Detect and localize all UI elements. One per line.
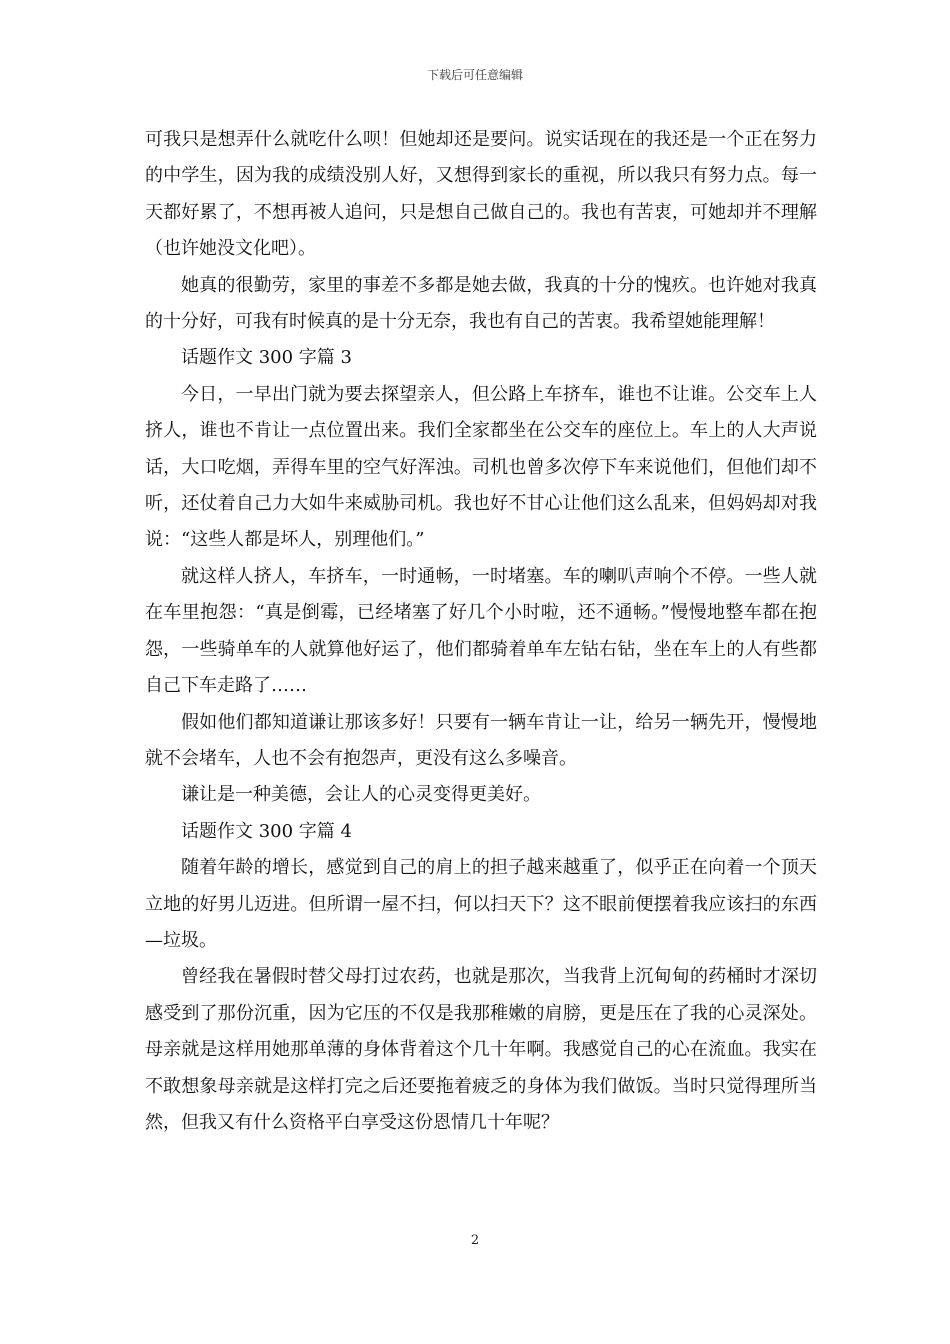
paragraph: 假如他们都知道谦让那该多好！只要有一辆车肯让一让，给另一辆先开，慢慢地就不会堵车，人也不会有抱怨声，更没有这么多噪音。: [145, 711, 817, 769]
paragraph: 随着年龄的增长，感觉到自己的肩上的担子越来越重了，似乎正在向着一个顶天立地的好男儿迈进。但所谓一屋不扫，何以扫天下？这不眼前便摆着我应该扫的东西—垃圾。: [145, 857, 817, 951]
page-header: 下载后可任意编辑: [426, 68, 523, 82]
paragraph: 曾经我在暑假时替父母打过农药，也就是那次，当我背上沉甸甸的药桶时才深切感受到了那份沉重，因为它压的不仅是我那稚嫩的肩膀，更是压在了我的心灵深处。母亲就是这样用她那单薄的身体背着这个几十年啊。我感觉自己的心在流血。我实在不敢想象母亲就是这样打完之后还要拖着疲乏的身体为我们做饭。当时只觉得理所当然，但我又有什么资格平白享受这份恩情几十年呢？: [145, 966, 817, 1133]
paragraph: 今日，一早出门就为要去探望亲人，但公路上车挤车，谁也不让谁。公交车上人挤人，谁也不肯让一点位置出来。我们全家都坐在公交车的座位上。车上的人大声说话，大口吃烟，弄得车里的空气好浑浊。司机也曾多次停下车来说他们，但他们却不听，还仗着自己力大如牛来威胁司机。我也好不甘心让他们这么乱来，但妈妈却对我说：“这些人都是坏人，别理他们。”: [145, 383, 817, 551]
section-heading: 话题作文 300 字篇 4: [181, 820, 352, 842]
section-heading: 话题作文 300 字篇 3: [181, 347, 352, 369]
paragraph: 就这样人挤人，车挤车，一时通畅，一时堵塞。车的喇叭声响个不停。一些人就在车里抱怨：“真是倒霉，已经堵塞了好几个小时啦，还不通畅。”慢慢地整车都在抱怨，一些骑单车的人就算他好运了，他们都骑着单车左钻右钻，坐在车上的人有些都自己下车走路了……: [145, 565, 817, 697]
page-number: 2: [470, 1233, 480, 1248]
paragraph: 谦让是一种美德，会让人的心灵变得更美好。: [181, 784, 541, 806]
paragraph: 可我只是想弄什么就吃什么呗！但她却还是要问。说实话现在的我还是一个正在努力的中学生，因为我的成绩没别人好，又想得到家长的重视，所以我只有努力点。每一天都好累了，不想再被人追问，只是想自己做自己的。我也有苦衷，可她却并不理解（也许她没文化吧）。: [145, 129, 817, 260]
document-body: [145, 122, 817, 1141]
paragraph: 她真的很勤劳，家里的事差不多都是她去做，我真的十分的愧疚。也许她对我真的十分好，可我有时候真的是十分无奈，我也有自己的苦衷。我希望她能理解！: [145, 274, 817, 333]
